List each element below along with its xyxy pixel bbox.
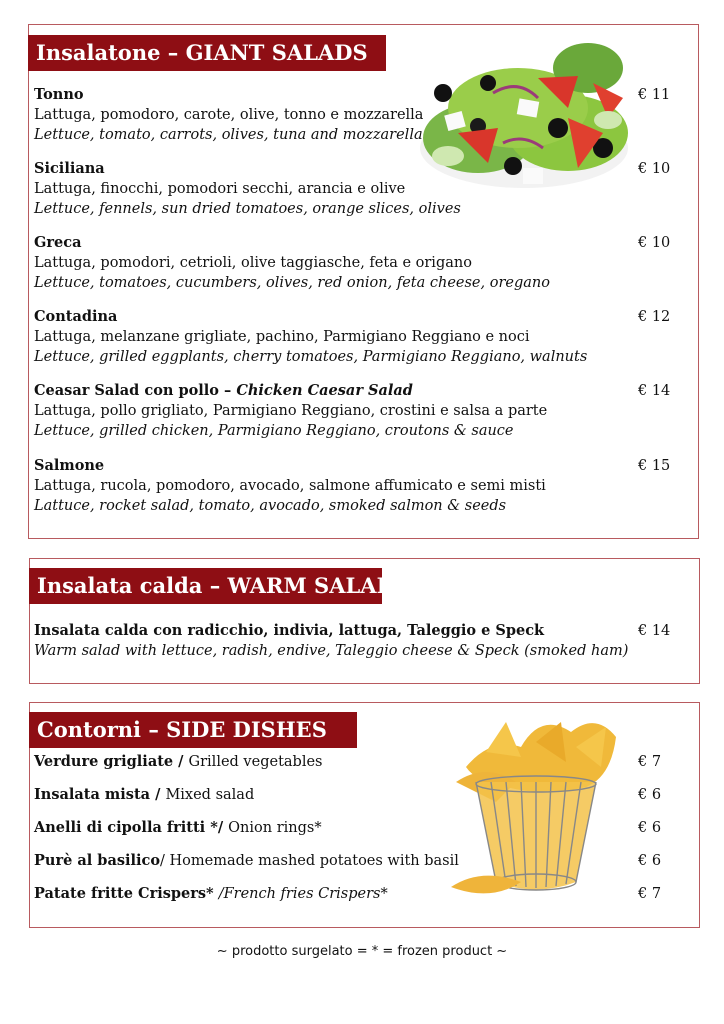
item-desc-en: Lettuce, tomato, carrots, olives, tuna and mozzarella xyxy=(34,127,423,143)
warm-salad-title: Insalata calda – WARM SALAD xyxy=(29,568,382,604)
item-desc-en: Lettuce, fennels, sun dried tomatoes, orange slices, olives xyxy=(34,201,461,217)
item-price: € 11 xyxy=(638,87,671,103)
item-desc-it: Lattuga, pollo grigliato, Parmigiano Reggiano, crostini e salsa a parte xyxy=(34,403,548,419)
side-name: Insalata mista / xyxy=(34,786,166,803)
side-name-en: /French fries Crispers* xyxy=(218,886,388,902)
menu-item-caesar xyxy=(34,381,676,441)
item-name: Siciliana xyxy=(34,160,105,177)
item-name: Greca xyxy=(34,234,82,251)
item-price: € 6 xyxy=(638,853,662,869)
item-desc-it: Lattuga, rucola, pomodoro, avocado, salmone affumicato e semi misti xyxy=(34,478,546,494)
side-item-mashed-potatoes xyxy=(34,851,459,871)
menu-item-contadina xyxy=(34,307,676,367)
item-desc-it: Lattuga, pomodori, cetrioli, olive taggiasche, feta e origano xyxy=(34,255,472,271)
item-price: € 7 xyxy=(638,886,662,902)
side-item-onion-rings xyxy=(34,818,322,838)
item-desc-en: Lettuce, grilled eggplants, cherry tomatoes, Parmigiano Reggiano, walnuts xyxy=(34,349,588,365)
side-name: Patate fritte Crispers* xyxy=(34,885,219,902)
item-name: Salmone xyxy=(34,457,105,474)
item-desc-en: Lettuce, tomatoes, cucumbers, olives, red onion, feta cheese, oregano xyxy=(34,275,550,291)
menu-item-siciliana xyxy=(34,159,676,219)
item-name-en: Chicken Caesar Salad xyxy=(236,382,413,399)
side-item-french-fries xyxy=(34,884,388,904)
item-name: Contadina xyxy=(34,308,118,325)
item-price: € 6 xyxy=(638,820,662,836)
item-name: Insalata calda con radicchio, indivia, lattuga, Taleggio e Speck xyxy=(34,622,545,639)
side-name: Verdure grigliate / xyxy=(34,753,189,770)
item-price: € 12 xyxy=(638,309,671,325)
item-desc-en: Lettuce, grilled chicken, Parmigiano Reggiano, croutons & sauce xyxy=(34,423,514,439)
item-name-it: Ceasar Salad con pollo – xyxy=(34,382,237,399)
side-name-en: Grilled vegetables xyxy=(188,754,323,770)
footer-note: ~ prodotto surgelato = * = frozen product ~ xyxy=(216,944,508,959)
item-price: € 14 xyxy=(638,623,671,639)
item-name xyxy=(34,381,676,401)
menu-item-salmone xyxy=(34,456,676,516)
giant-salads-title: Insalatone – GIANT SALADS xyxy=(28,35,386,71)
item-desc-en: Warm salad with lettuce, radish, endive, Taleggio cheese & Speck (smoked ham) xyxy=(34,643,629,659)
item-price: € 14 xyxy=(638,383,671,399)
item-desc-en: Lattuce, rocket salad, tomato, avocado, smoked salmon & seeds xyxy=(34,498,507,514)
item-price: € 15 xyxy=(638,458,671,474)
menu-item-greca xyxy=(34,233,676,293)
item-desc-it: Lattuga, finocchi, pomodori secchi, arancia e olive xyxy=(34,181,406,197)
side-item-mixed-salad xyxy=(34,785,254,805)
side-name: Anelli di cipolla fritti */ xyxy=(34,819,229,836)
item-desc-it: Lattuga, pomodoro, carote, olive, tonno e mozzarella xyxy=(34,107,424,123)
item-price: € 10 xyxy=(638,235,671,251)
fries-basket-image xyxy=(446,712,626,902)
item-price: € 7 xyxy=(638,754,662,770)
side-name-en: / Homemade mashed potatoes with basil xyxy=(160,853,459,869)
side-name: Purè al basilico xyxy=(34,852,161,869)
item-price: € 6 xyxy=(638,787,662,803)
menu-item-warm-salad xyxy=(34,621,676,661)
side-item-grilled-vegetables xyxy=(34,752,322,772)
item-desc-it: Lattuga, melanzane grigliate, pachino, Parmigiano Reggiano e noci xyxy=(34,329,530,345)
side-name-en: Onion rings* xyxy=(228,820,322,836)
menu-item-tonno xyxy=(34,85,676,145)
item-name: Tonno xyxy=(34,86,84,103)
item-price: € 10 xyxy=(638,161,671,177)
side-dishes-title: Contorni – SIDE DISHES xyxy=(29,712,357,748)
side-name-en: Mixed salad xyxy=(165,787,255,803)
